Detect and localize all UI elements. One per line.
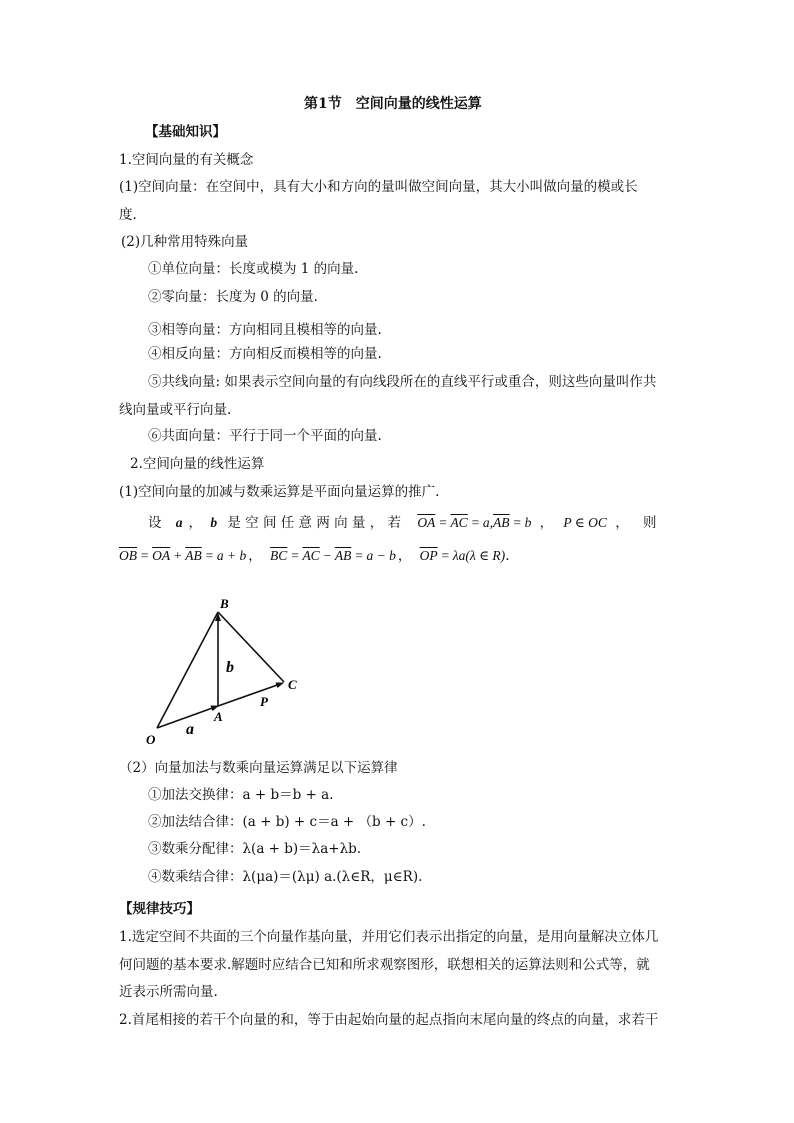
list-item: ③相等向量：方向相同且模相等的向量. (148, 322, 382, 338)
list-item: ③数乘分配律：λ(a + b)＝λa+λb. (148, 841, 362, 857)
label-a: a (186, 721, 194, 738)
label-A: A (214, 709, 223, 724)
formula-line-1: 设 a ， b 是 空 间 任 意 两 向 量 ， 若 $\overline{OA} = \overline{AC} = a,\overline{AB} = b$ ， P ∈ OC ， 则 (148, 515, 657, 531)
list-item: ④数乘结合律：λ(μa)＝(λμ) a.(λ∈R，μ∈R). (148, 869, 423, 885)
tips-line: 何问题的基本要求.解题时应结合已知和所求观察图形，联想相关的运算法则和公式等，就 (119, 957, 650, 973)
list-item: ②加法结合律：(a + b) + c＝a + （b + c）. (148, 814, 426, 830)
list-item: ①单位向量：长度或模为 1 的向量. (148, 261, 359, 277)
tips-line: 2.首尾相接的若干个向量的和，等于由起始向量的起点指向末尾向量的终点的向量，求若干 (119, 1012, 659, 1028)
tips-line: 1.选定空间不共面的三个向量作基向量，并用它们表示出指定的向量，是用向量解决立体几 (119, 929, 659, 945)
formula-line-2: $\overline{OB} = \overline{OA} + \overline{AB} = a + b$ ， $\overline{BC} = \overline{AC} - \overline{AB} = a - b$ ， $\overline{OP} = \lambda a(\lambda$ ∈ R). (119, 548, 510, 564)
section-heading-basic: 【基础知识】 (145, 124, 226, 140)
page-title: 第1节 空间向量的线性运算 (304, 96, 482, 112)
s1-p1-line2: 度. (119, 207, 137, 223)
list-item: ⑤共线向量: 如果表示空间向量的有向线段所在的直线平行或重合，则这些向量叫作共 (148, 374, 657, 390)
laws-heading: （2）向量加法与数乘向量运算满足以下运算律 (119, 760, 398, 776)
s1-p1-line1: (1)空间向量：在空间中，具有大小和方向的量叫做空间向量，其大小叫做向量的模或长 (119, 179, 638, 195)
label-O: O (146, 732, 156, 747)
label-b: b (226, 659, 234, 676)
tips-line: 近表示所需向量. (119, 984, 218, 1000)
section-heading-tips: 【规律技巧】 (119, 901, 200, 917)
list-item: ①加法交换律：a + b＝b + a. (148, 787, 334, 803)
s2-heading: 2.空间向量的线性运算 (130, 456, 265, 472)
s2-p1: (1)空间向量的加减与数乘运算是平面向量运算的推广. (119, 484, 440, 500)
segment-OB (157, 612, 218, 728)
s1-heading: 1.空间向量的有关概念 (119, 152, 254, 168)
list-item: ②零向量：长度为 0 的向量. (148, 289, 318, 305)
list-item: ⑥共面向量：平行于同一个平面的向量. (148, 428, 382, 444)
list-item: ④相反向量：方向相反而模相等的向量. (148, 346, 382, 362)
s1-p2: (2)几种常用特殊向量 (121, 234, 249, 250)
label-P: P (260, 694, 268, 709)
vector-AC (218, 683, 283, 706)
list-item: 线向量或平行向量. (119, 402, 232, 418)
label-B: B (220, 596, 229, 611)
vector-diagram (140, 590, 310, 750)
label-C: C (288, 677, 297, 692)
